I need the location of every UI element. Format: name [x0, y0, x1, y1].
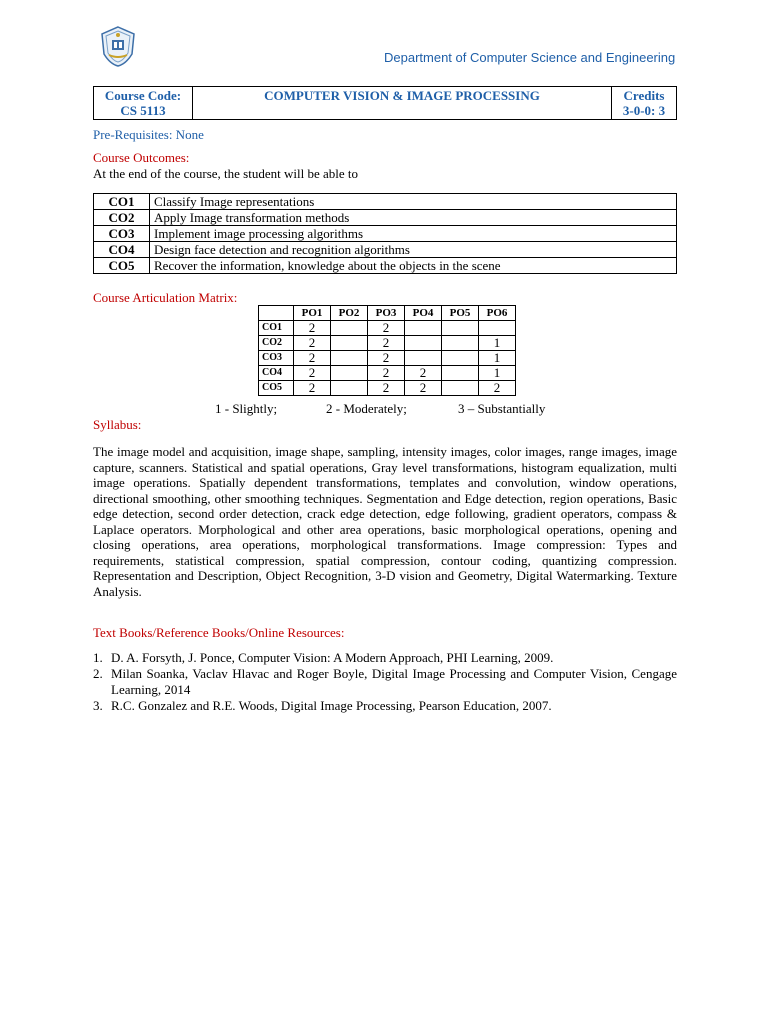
reference-number: 2. [93, 666, 103, 681]
department-name: Department of Computer Science and Engineering [384, 50, 676, 65]
matrix-heading: Course Articulation Matrix: [93, 290, 238, 305]
matrix-row-label: CO5 [259, 381, 294, 396]
matrix-row-label: CO4 [259, 366, 294, 381]
matrix-cell [331, 381, 368, 396]
syllabus-heading: Syllabus: [93, 417, 142, 432]
matrix-cell: 2 [368, 321, 405, 336]
matrix-cell: 2 [368, 381, 405, 396]
matrix-cell [405, 351, 442, 366]
references-heading: Text Books/Reference Books/Online Resources: [93, 625, 345, 640]
table-row [94, 210, 677, 226]
syllabus-text: The image model and acquisition, image shape, sampling, intensity images, color images, range images, image capture, scanners. Statistical and spatial operations, Gray level transformations, histogram equalization, multi image operations. Spatially dependent transformations, templates and convolution, window operations, directional smoothing, other smoothing techniques. Segmentation and Edge detection, region operations, Basic edge detection, second order detection, crack edge detection, edge following, gradient operators, compass & Laplace operators. Morphological and other area operations, basic morphological operations, opening and closing operations, area operations, morphological transformations. Image compression: Types and requirements, statistical compression, spatial compression, contour coding, quantizing compression. Representation and Description, Object Recognition, 3-D vision and Geometry, Digital Watermarking. Texture Analysis. [93, 444, 677, 599]
table-row [94, 194, 677, 210]
legend-moderately: 2 - Moderately; [326, 401, 407, 416]
reference-text: D. A. Forsyth, J. Ponce, Computer Vision: A Modern Approach, PHI Learning, 2009. [111, 650, 554, 665]
matrix-cell [442, 366, 479, 381]
matrix-cell [331, 321, 368, 336]
matrix-column-header: PO4 [405, 306, 442, 321]
list-item [93, 650, 677, 666]
course-code-label: Course Code: [104, 88, 182, 103]
reference-text: Milan Soanka, Vaclav Hlavac and Roger Boyle, Digital Image Processing and Computer Vision, Cengage Learning, 2014 [111, 666, 677, 697]
matrix-cell: 2 [294, 381, 331, 396]
outcome-code: CO3 [94, 226, 150, 242]
matrix-row-label: CO2 [259, 336, 294, 351]
matrix-cell: 1 [479, 351, 516, 366]
matrix-cell: 2 [405, 381, 442, 396]
reference-number: 1. [93, 650, 103, 665]
credits-cell [612, 87, 677, 120]
course-code: CS 5113 [120, 103, 166, 118]
articulation-matrix [258, 305, 516, 396]
institute-emblem-icon [96, 24, 140, 68]
matrix-cell [442, 381, 479, 396]
course-outcomes-table [93, 193, 677, 274]
matrix-cell: 2 [368, 336, 405, 351]
prerequisites: Pre-Requisites: None [93, 127, 204, 142]
matrix-column-header: PO3 [368, 306, 405, 321]
matrix-cell [442, 351, 479, 366]
course-code-cell [94, 87, 193, 120]
table-row [94, 258, 677, 274]
matrix-cell: 2 [405, 366, 442, 381]
outcomes-heading: Course Outcomes: [93, 150, 190, 165]
matrix-cell: 2 [294, 351, 331, 366]
table-row [259, 351, 516, 366]
matrix-cell: 1 [479, 366, 516, 381]
outcome-text: Apply Image transformation methods [150, 210, 677, 226]
matrix-cell: 2 [479, 381, 516, 396]
matrix-cell [405, 321, 442, 336]
outcome-code: CO1 [94, 194, 150, 210]
table-row [94, 226, 677, 242]
matrix-cell [331, 366, 368, 381]
course-title: COMPUTER VISION & IMAGE PROCESSING [193, 87, 612, 120]
outcome-text: Recover the information, knowledge about the objects in the scene [150, 258, 677, 274]
matrix-cell: 2 [294, 336, 331, 351]
outcome-code: CO5 [94, 258, 150, 274]
matrix-row-label: CO1 [259, 321, 294, 336]
credits-value: 3-0-0: 3 [622, 103, 666, 118]
matrix-cell [479, 321, 516, 336]
matrix-cell [331, 351, 368, 366]
matrix-cell: 2 [294, 366, 331, 381]
list-item [93, 698, 677, 714]
list-item [93, 666, 677, 698]
table-row [94, 242, 677, 258]
matrix-row-label: CO3 [259, 351, 294, 366]
outcome-text: Design face detection and recognition algorithms [150, 242, 677, 258]
matrix-cell [405, 336, 442, 351]
outcome-code: CO2 [94, 210, 150, 226]
matrix-cell: 2 [294, 321, 331, 336]
matrix-column-header: PO5 [442, 306, 479, 321]
credits-label: Credits [623, 88, 665, 103]
table-row [259, 366, 516, 381]
matrix-cell: 2 [368, 366, 405, 381]
matrix-cell: 2 [368, 351, 405, 366]
legend-slightly: 1 - Slightly; [215, 401, 278, 416]
course-header-table [93, 86, 677, 120]
table-row [259, 336, 516, 351]
legend-substantially: 3 – Substantially [458, 401, 546, 416]
matrix-cell: 1 [479, 336, 516, 351]
matrix-cell [331, 336, 368, 351]
reference-number: 3. [93, 698, 103, 713]
matrix-column-header: PO6 [479, 306, 516, 321]
reference-text: R.C. Gonzalez and R.E. Woods, Digital Image Processing, Pearson Education, 2007. [111, 698, 552, 713]
outcome-text: Classify Image representations [150, 194, 677, 210]
matrix-corner [259, 306, 294, 321]
matrix-column-header: PO1 [294, 306, 331, 321]
outcome-text: Implement image processing algorithms [150, 226, 677, 242]
matrix-column-header: PO2 [331, 306, 368, 321]
references-list [93, 650, 677, 714]
table-row [259, 321, 516, 336]
matrix-header-row [259, 306, 516, 321]
table-row [259, 381, 516, 396]
outcomes-intro: At the end of the course, the student will be able to [93, 166, 358, 181]
matrix-cell [442, 321, 479, 336]
matrix-cell [442, 336, 479, 351]
outcome-code: CO4 [94, 242, 150, 258]
